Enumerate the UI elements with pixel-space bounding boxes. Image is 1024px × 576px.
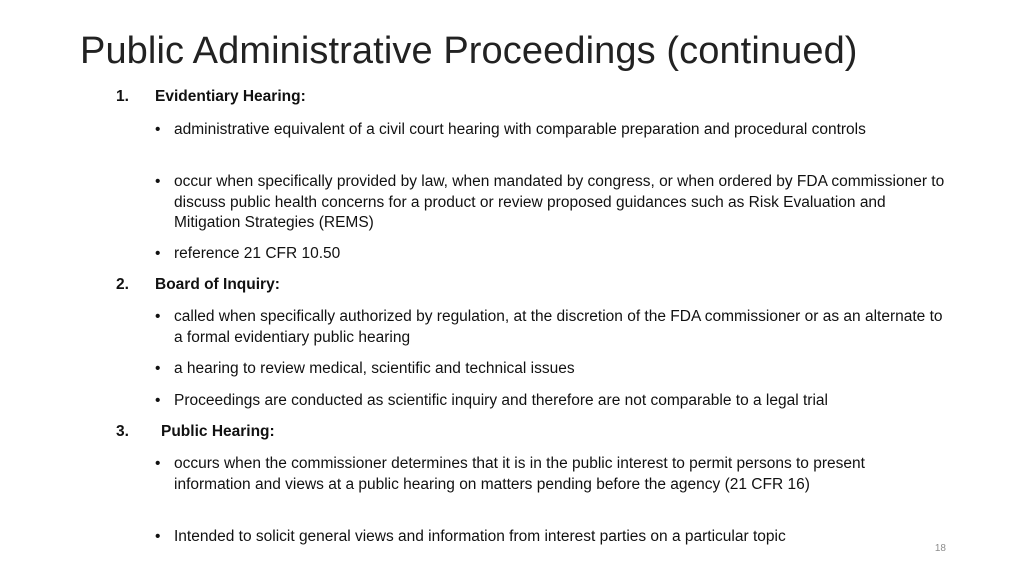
- section-title: Public Hearing:: [161, 423, 275, 440]
- section-heading-evidentiary-hearing: [116, 88, 306, 106]
- bullet-icon: •: [155, 360, 161, 377]
- list-item: [155, 359, 945, 380]
- section-heading-public-hearing: [116, 423, 275, 441]
- section-number: 2.: [116, 276, 129, 293]
- bullet-text: occur when specifically provided by law, when mandated by congress, or when ordered by FDA commissioner to discuss public health concerns for a product or review proposed guidances such as Risk Evaluation and Mitigation Strategies (REMS): [174, 173, 945, 231]
- bullet-icon: •: [155, 173, 161, 190]
- bullet-text: Proceedings are conducted as scientific inquiry and therefore are not comparable to a legal trial: [174, 392, 828, 409]
- section-number: 3.: [116, 423, 129, 440]
- list-item: [155, 172, 945, 234]
- section-title: Evidentiary Hearing:: [155, 88, 306, 105]
- bullet-icon: •: [155, 528, 161, 545]
- bullet-text: Intended to solicit general views and information from interest parties on a particular topic: [174, 528, 786, 545]
- bullet-text: a hearing to review medical, scientific and technical issues: [174, 360, 575, 377]
- bullet-icon: •: [155, 308, 161, 325]
- list-item: [155, 454, 945, 495]
- list-item: [155, 120, 945, 141]
- bullet-icon: •: [155, 245, 161, 262]
- section-title: Board of Inquiry:: [155, 276, 280, 293]
- slide-title: Public Administrative Proceedings (continued): [80, 30, 858, 72]
- bullet-icon: •: [155, 392, 161, 409]
- page-number: 18: [934, 543, 946, 554]
- bullet-text: called when specifically authorized by regulation, at the discretion of the FDA commissioner or as an alternate to a formal evidentiary public hearing: [174, 308, 943, 346]
- list-item: [155, 527, 945, 548]
- bullet-text: reference 21 CFR 10.50: [174, 245, 341, 262]
- bullet-icon: •: [155, 121, 161, 138]
- list-item: [155, 244, 945, 265]
- section-heading-board-of-inquiry: [116, 276, 280, 294]
- bullet-text: administrative equivalent of a civil court hearing with comparable preparation and procedural controls: [174, 121, 866, 138]
- bullet-text: occurs when the commissioner determines that it is in the public interest to permit persons to present information and views at a public hearing on matters pending before the agency (21 CFR 16): [174, 455, 865, 493]
- list-item: [155, 391, 945, 412]
- bullet-icon: •: [155, 455, 161, 472]
- list-item: [155, 307, 945, 348]
- section-number: 1.: [116, 88, 129, 105]
